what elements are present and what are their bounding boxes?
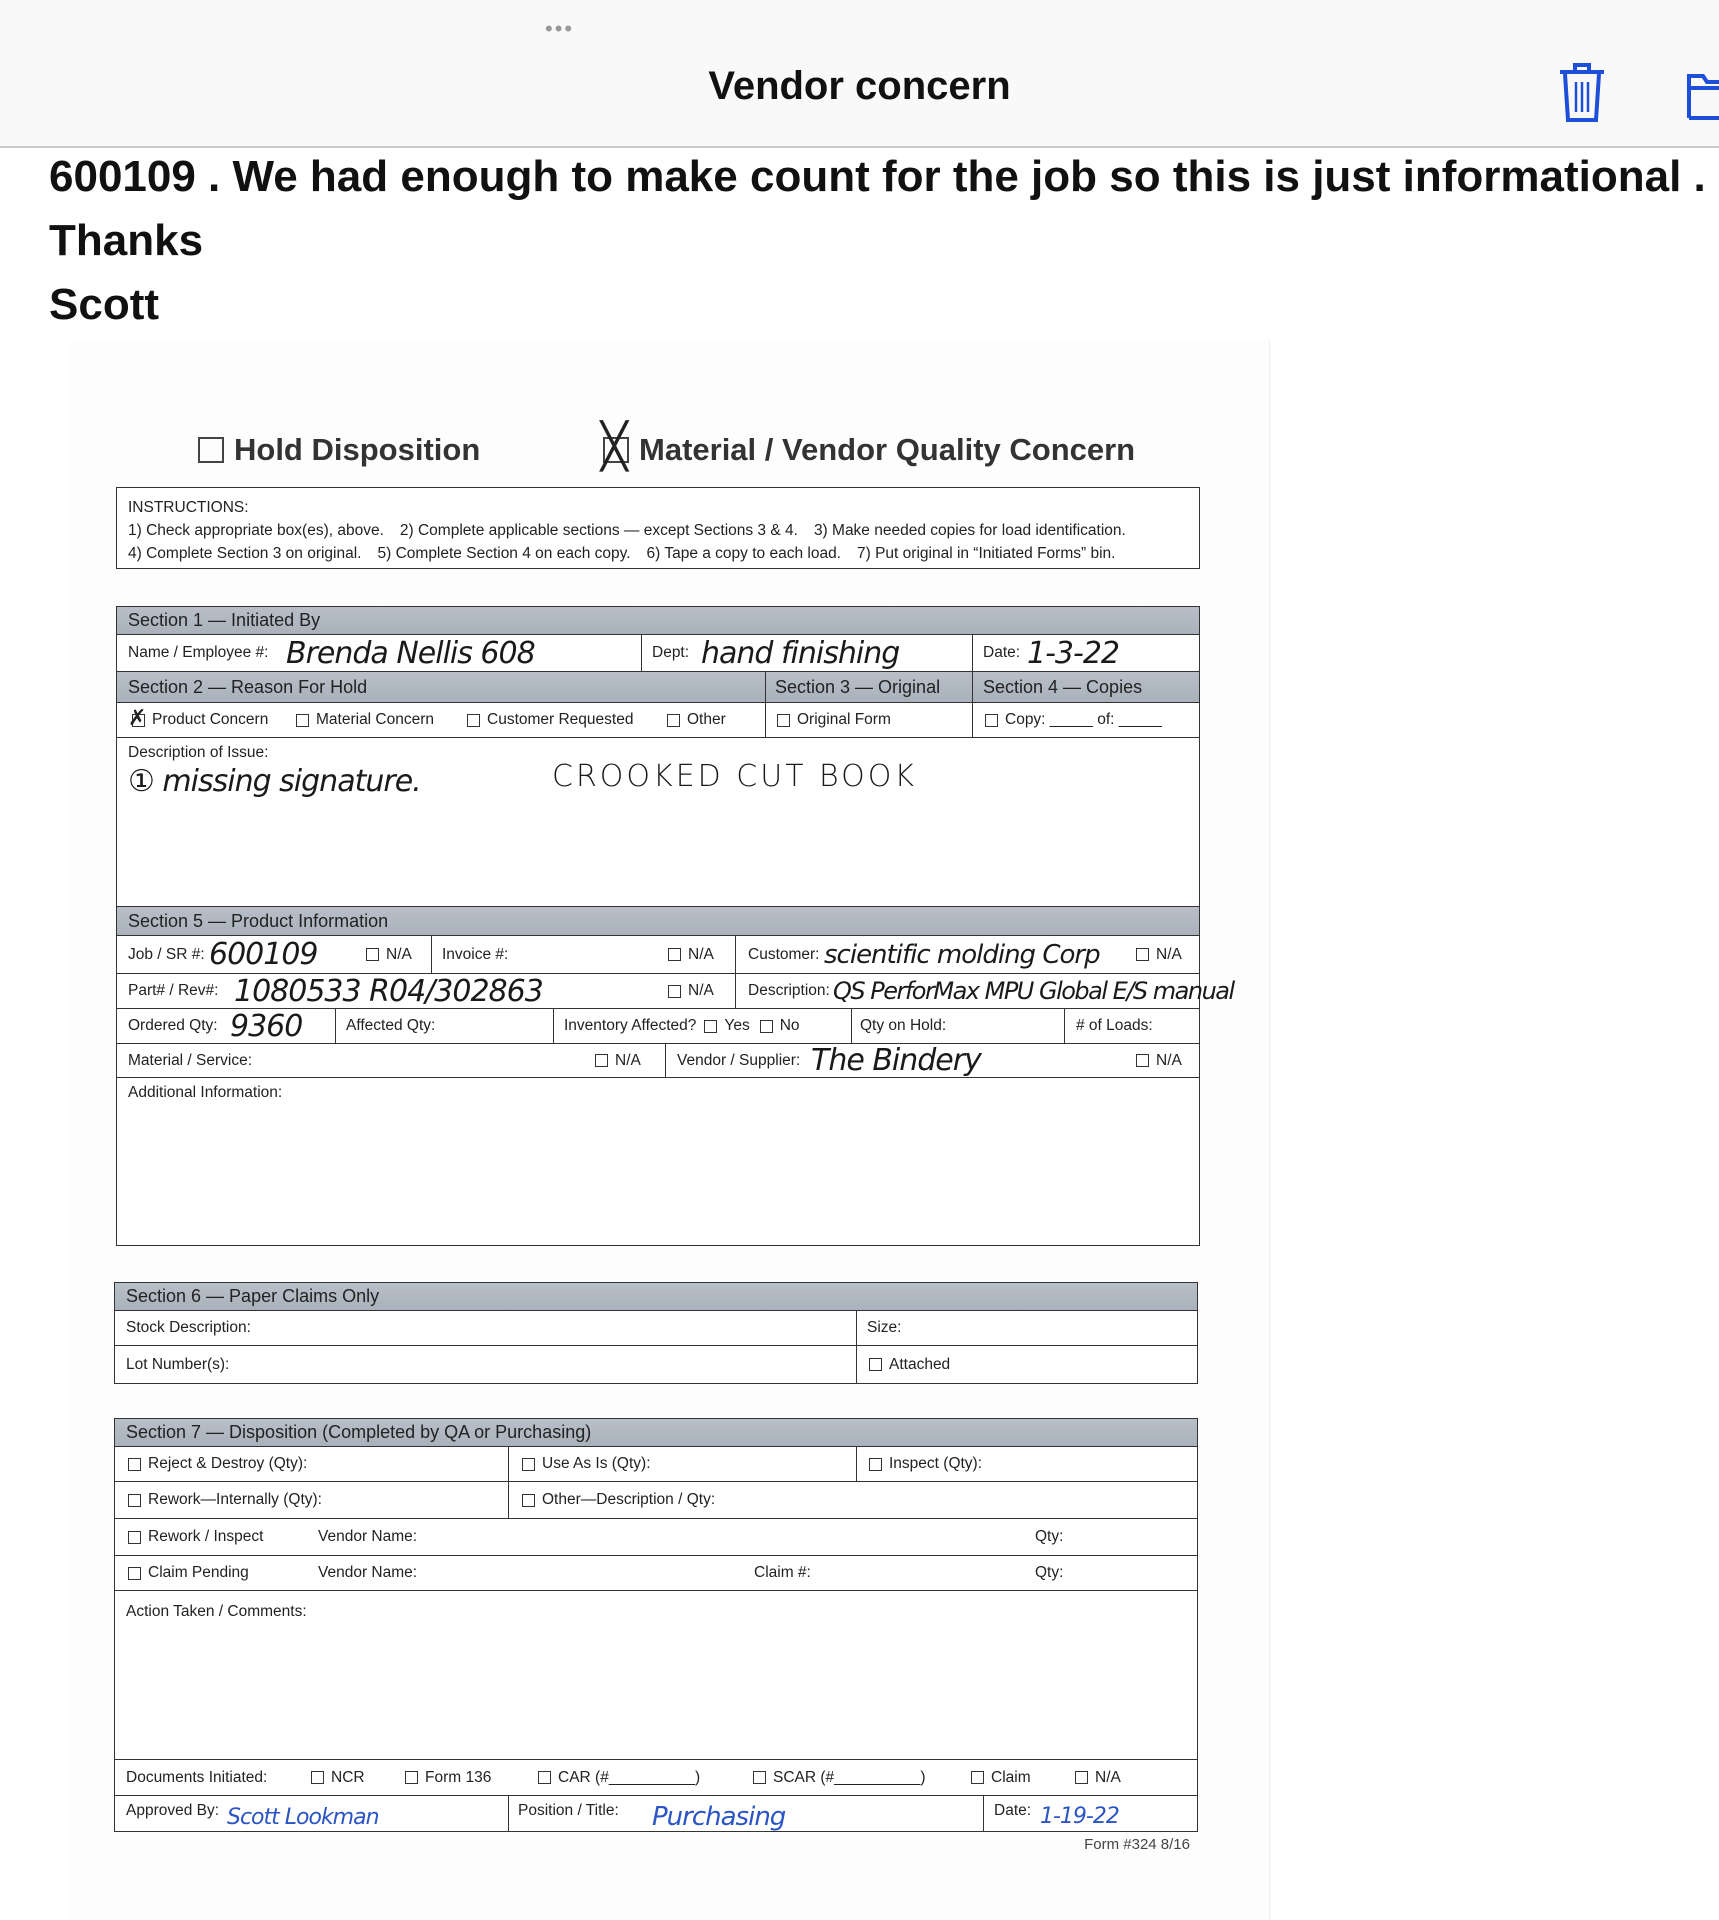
- na-checkbox: N/A: [1075, 1760, 1121, 1795]
- label: Part# / Rev#:: [128, 982, 219, 999]
- copy-checkbox: Copy: _____ of: _____: [985, 703, 1162, 737]
- header-text: Section 6 — Paper Claims Only: [126, 1286, 380, 1306]
- na-checkbox: N/A: [366, 936, 412, 973]
- header-text: Section 1 — Initiated By: [128, 610, 321, 630]
- label: Description of Issue:: [128, 744, 269, 761]
- date-value: 1-3-22: [1027, 635, 1119, 671]
- use-as-is-checkbox: Use As Is (Qty):: [522, 1447, 651, 1481]
- ncr-checkbox: NCR: [311, 1760, 365, 1795]
- label: Material / Vendor Quality Concern: [639, 432, 1136, 467]
- initiated-by-row: [117, 635, 1199, 672]
- na-checkbox: N/A: [668, 974, 714, 1008]
- section-7-header: [115, 1419, 1197, 1447]
- inspect-checkbox: Inspect (Qty):: [869, 1447, 982, 1481]
- label: Vendor Name:: [318, 1564, 418, 1581]
- label: Size:: [867, 1319, 902, 1336]
- label: Qty on Hold:: [860, 1017, 947, 1034]
- description-value: ① missing signature.: [128, 763, 421, 799]
- label: Job / SR #:: [128, 945, 205, 963]
- action-row: [115, 1591, 1197, 1760]
- label: Date:: [983, 644, 1021, 661]
- section-6: [114, 1282, 1198, 1384]
- scar-checkbox: SCAR (#__________): [753, 1760, 926, 1795]
- header-text: Section 2 — Reason For Hold: [128, 676, 368, 697]
- label: Description:: [748, 982, 830, 999]
- part-row: [117, 973, 1234, 1009]
- step: 1) Check appropriate box(es), above.: [128, 522, 384, 539]
- other-checkbox: Other—Description / Qty:: [522, 1482, 715, 1518]
- rework-internal-checkbox: Rework—Internally (Qty):: [128, 1482, 322, 1518]
- step: 2) Complete applicable sections — except Sections 3 & 4.: [399, 522, 798, 539]
- other-checkbox: Other: [667, 703, 726, 737]
- label: Vendor Name:: [318, 1528, 418, 1545]
- header-text: Section 5 — Product Information: [128, 910, 389, 931]
- label: Date:: [994, 1802, 1032, 1819]
- approval-row: [115, 1796, 1197, 1831]
- form136-checkbox: Form 136: [405, 1760, 491, 1795]
- description-row: [117, 738, 1199, 907]
- label: # of Loads:: [1076, 1017, 1153, 1034]
- step: 4) Complete Section 3 on original.: [128, 545, 362, 562]
- step: 5) Complete Section 4 on each copy.: [377, 545, 631, 562]
- label: Ordered Qty:: [128, 1017, 218, 1034]
- part-value: 1080533 R04/302863: [234, 973, 543, 1009]
- description-value: QS PerforMax MPU Global E/S manual: [833, 977, 1234, 1005]
- page-title: Vendor concern: [708, 64, 1011, 108]
- job-value: 600109: [209, 937, 318, 972]
- label: Material / Service:: [128, 1051, 253, 1069]
- step: 3) Make needed copies for load identification.: [813, 522, 1126, 539]
- customer-value: scientific molding Corp: [824, 939, 1100, 970]
- section-1-header: [117, 607, 1199, 635]
- na-checkbox: N/A: [668, 936, 714, 973]
- checkbox: [198, 437, 224, 463]
- rework-inspect-row: [115, 1519, 1197, 1556]
- label: Customer:: [748, 945, 820, 963]
- label: Affected Qty:: [346, 1017, 436, 1034]
- step: 6) Tape a copy to each load.: [646, 545, 841, 562]
- label: Qty:: [1035, 1564, 1064, 1581]
- hold-disposition-option: [198, 432, 480, 468]
- label: Vendor / Supplier:: [677, 1051, 801, 1069]
- more-dots-handle[interactable]: •••: [545, 16, 575, 41]
- header-text: Section 3 — Original: [775, 676, 941, 697]
- label: Action Taken / Comments:: [126, 1603, 307, 1620]
- label: Position / Title:: [518, 1802, 619, 1819]
- attached-checkbox: Attached: [869, 1346, 950, 1383]
- inventory-affected: Inventory Affected? Yes No: [564, 1017, 800, 1034]
- approved-by-value: Scott Lookman: [227, 1805, 379, 1830]
- section-6-header: [115, 1283, 1197, 1311]
- na-checkbox: N/A: [1136, 936, 1182, 973]
- label: Lot Number(s):: [126, 1355, 230, 1373]
- job-row: [117, 936, 1199, 974]
- product-concern-checkbox: ✗ Product Concern: [132, 703, 268, 737]
- message-line: 600109 . We had enough to make count for the job so this is just informational .: [49, 152, 1706, 201]
- label: Claim #:: [754, 1564, 811, 1581]
- original-form-checkbox: Original Form: [777, 703, 891, 737]
- instructions-title: INSTRUCTIONS:: [128, 499, 249, 516]
- stock-row: [115, 1311, 1197, 1346]
- label: Invoice #:: [442, 945, 509, 963]
- header-text: Section 7 — Disposition (Completed by QA or Purchasing): [126, 1422, 592, 1442]
- section-7: [114, 1418, 1198, 1832]
- message-line: Thanks: [49, 216, 204, 265]
- name-value: Brenda Nellis 608: [286, 635, 535, 671]
- position-value: Purchasing: [652, 1801, 786, 1832]
- message-line: Scott: [49, 280, 159, 329]
- reason-row: [117, 703, 1199, 738]
- section-2-4-header: [117, 672, 1199, 703]
- description-value: CROOKED CUT BOOK: [552, 758, 918, 794]
- checkbox-checked: ╳: [601, 422, 628, 471]
- disposition-row: [115, 1447, 1197, 1482]
- vendor-value: The Bindery: [811, 1043, 981, 1078]
- header-text: Section 4 — Copies: [983, 676, 1143, 697]
- label: Qty:: [1035, 1528, 1064, 1545]
- label: Dept:: [652, 644, 690, 661]
- section-5-header: [117, 907, 1199, 936]
- claim-checkbox: Claim: [971, 1760, 1031, 1795]
- reject-checkbox: Reject & Destroy (Qty):: [128, 1447, 307, 1481]
- label: Hold Disposition: [234, 432, 481, 467]
- material-vendor-option: [601, 422, 1136, 471]
- label: Documents Initiated:: [126, 1768, 268, 1786]
- sections-1-5: [116, 606, 1234, 1246]
- disposition-row: [115, 1482, 1197, 1519]
- step: 7) Put original in “Initiated Forms” bin.: [857, 545, 1116, 562]
- car-checkbox: CAR (#__________): [538, 1760, 700, 1795]
- label: Name / Employee #:: [128, 644, 269, 661]
- instructions-box: [116, 487, 1200, 569]
- claim-pending-row: [115, 1556, 1197, 1591]
- form-number: Form #324 8/16: [1084, 1836, 1190, 1853]
- quantity-row: [117, 1009, 1199, 1044]
- additional-info-row: [117, 1078, 1199, 1245]
- na-checkbox: N/A: [1136, 1044, 1182, 1077]
- claim-pending-checkbox: Claim Pending: [128, 1556, 249, 1590]
- na-checkbox: N/A: [595, 1044, 641, 1077]
- dept-value: hand finishing: [701, 635, 900, 671]
- material-concern-checkbox: Material Concern: [296, 703, 434, 737]
- customer-requested-checkbox: Customer Requested: [467, 703, 633, 737]
- folder-icon[interactable]: [1686, 70, 1719, 127]
- label: Stock Description:: [126, 1319, 251, 1336]
- label: Approved By:: [126, 1802, 220, 1819]
- rework-inspect-checkbox: Rework / Inspect: [128, 1519, 263, 1555]
- material-row: [117, 1044, 1199, 1078]
- ordered-qty-value: 9360: [230, 1008, 303, 1044]
- trash-icon[interactable]: [1556, 60, 1608, 129]
- documents-row: [115, 1760, 1197, 1796]
- nav-bar: [0, 0, 1719, 148]
- approval-date-value: 1-19-22: [1040, 1804, 1119, 1829]
- lot-row: [115, 1346, 1197, 1383]
- label: Additional Information:: [128, 1084, 283, 1101]
